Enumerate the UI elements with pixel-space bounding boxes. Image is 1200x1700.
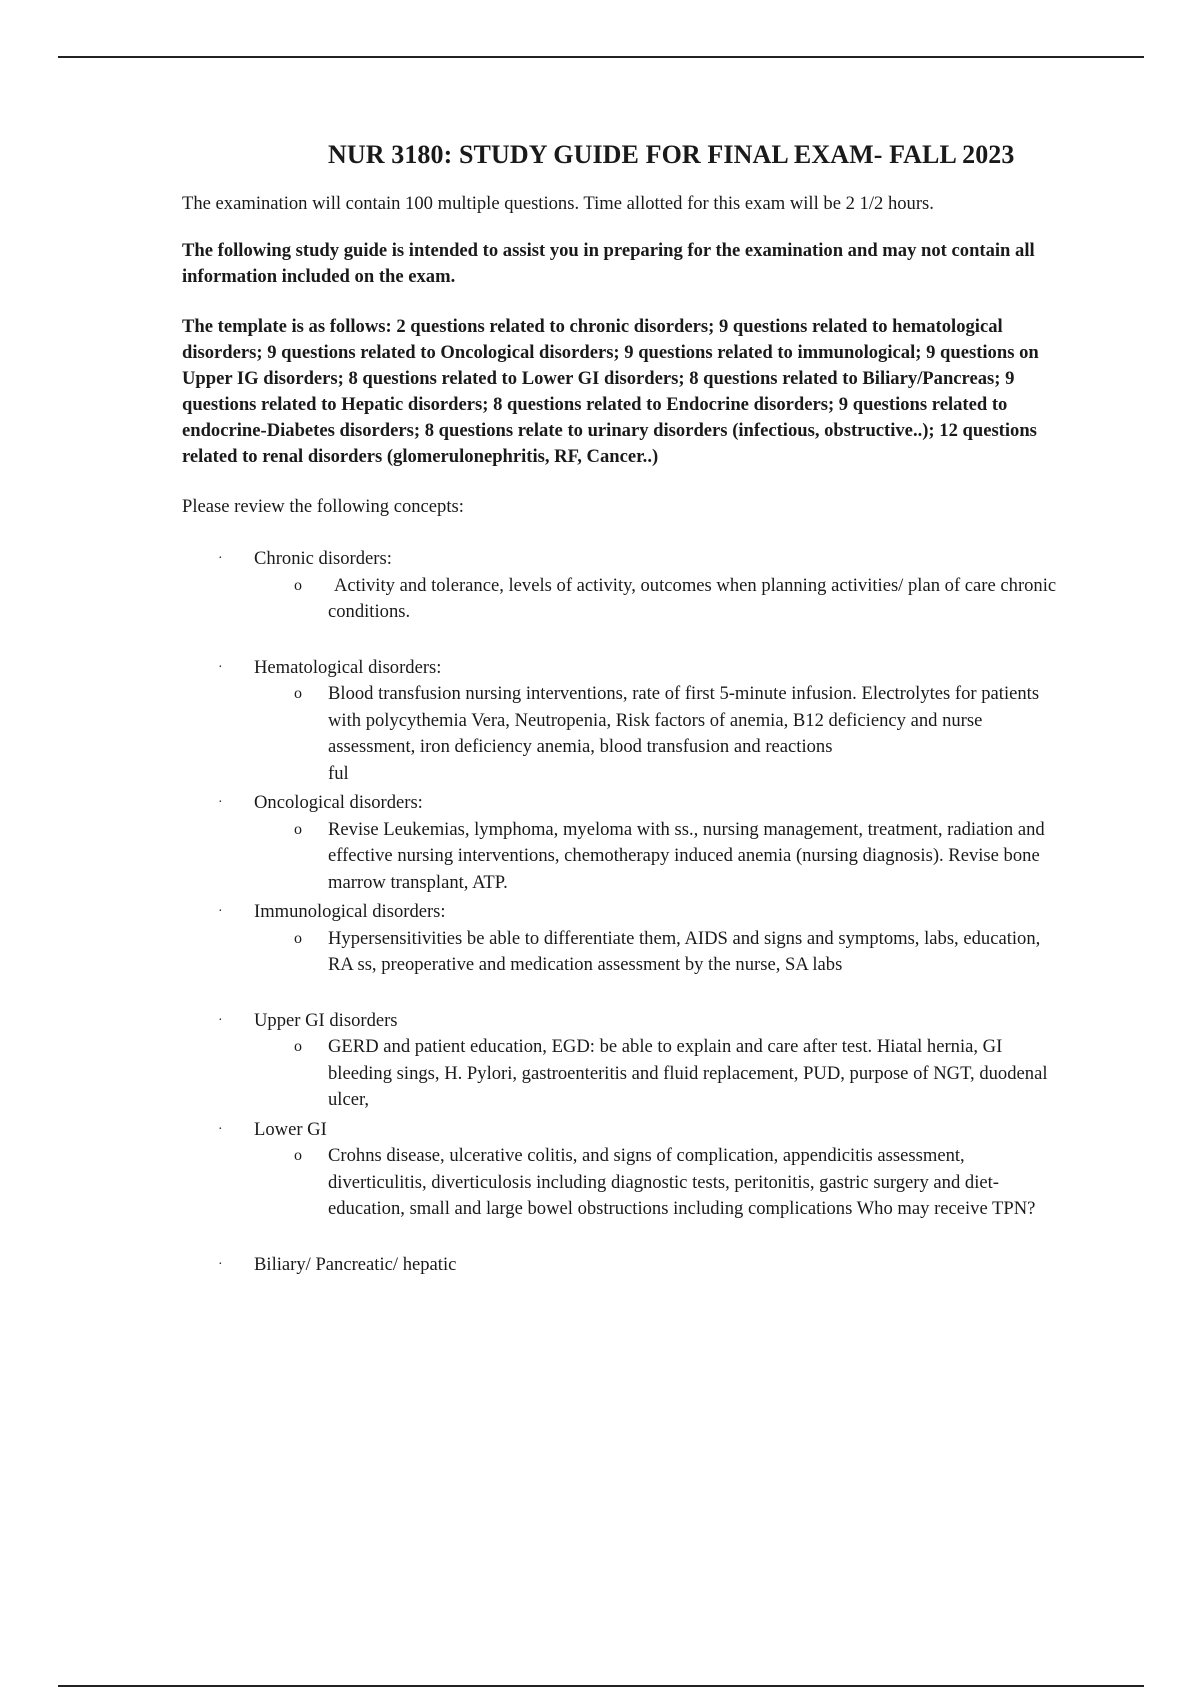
section-heading: Oncological disorders: — [254, 792, 423, 813]
review-heading: Please review the following concepts: — [182, 496, 464, 517]
section-hematological-disorders — [182, 655, 1062, 788]
section-item — [254, 681, 1062, 787]
section-biliary-pancreatic-hepatic — [182, 1252, 1062, 1279]
section-heading: Hematological disorders: — [254, 656, 442, 678]
sub-bullet-icon: o — [294, 685, 302, 702]
sub-bullet-icon: o — [294, 1038, 302, 1055]
section-chronic-disorders — [182, 546, 1062, 626]
bullet-icon: · — [218, 551, 223, 566]
sub-bullet-icon: o — [294, 820, 302, 838]
section-item-text: Hypersensitivities be able to differentiate them, AIDS and signs and symptoms, labs, education, RA ss, preoperative and medication assessment by the nurse, SA labs — [328, 927, 1041, 975]
section-lower-gi — [182, 1117, 1062, 1223]
section-heading: Biliary/ Pancreatic/ hepatic — [254, 1253, 457, 1275]
sub-bullet-icon: o — [294, 1147, 302, 1164]
intro-paragraph: The examination will contain 100 multiple questions. Time allotted for this exam will be 2 1/2 hours. — [182, 193, 934, 214]
sub-bullet-icon: o — [294, 929, 302, 947]
disclaimer-paragraph: The following study guide is intended to assist you in preparing for the examination and may not contain all information included on the exam. — [182, 240, 1035, 287]
section-item-text: Activity and tolerance, levels of activity, outcomes when planning activities/ plan of care chronic conditions. — [328, 574, 1057, 622]
bottom-rule — [58, 1685, 1144, 1687]
section-item — [254, 817, 1062, 897]
section-upper-gi-disorders — [182, 1008, 1062, 1114]
exam-template-paragraph: The template is as follows: 2 questions related to chronic disorders; 9 questions related to hematological disorders; 9 questions related to Oncological disorders; 9 questions related to immunological; 9 questions on Upper IG disorders; 8 questions related to Lower GI disorders; 8 questions related to Biliary/Pancreas; 9 questions related to Hepatic disorders; 8 questions related to Endocrine disorders; 9 questions related to endocrine-Diabetes disorders; 8 questions relate to urinary disorders (infectious, obstructive..); 12 questions related to renal disorders (glomerulonephritis, RF, Cancer..) — [182, 316, 1039, 467]
sub-bullet-icon: o — [294, 576, 302, 594]
section-item-text: GERD and patient education, EGD: be able to explain and care after test. Hiatal hernia, GI bleeding sings, H. Pylori, gastroenteritis and fluid replacement, PUD, purpose of NGT, duodenal ulcer, — [328, 1036, 1048, 1110]
section-item — [254, 1034, 1062, 1114]
section-heading: Immunological disorders: — [254, 901, 446, 922]
document-body — [182, 140, 1062, 1278]
section-heading: Chronic disorders: — [254, 548, 392, 569]
section-item — [254, 573, 1062, 626]
bullet-icon: · — [218, 1012, 223, 1028]
bullet-icon: · — [218, 659, 223, 675]
section-item-text: Revise Leukemias, lymphoma, myeloma with ss., nursing management, treatment, radiation and effective nursing interventions, chemotherapy induced anemia (nursing diagnosis). Revise bone marrow transplant, ATP. — [328, 818, 1045, 893]
section-heading: Lower GI — [254, 1118, 327, 1140]
section-item-text: Crohns disease, ulcerative colitis, and signs of complication, appendicitis assessment, diverticulitis, diverticulosis including diagnostic tests, peritonitis, gastric surgery and diet- education, small and large bowel obstructions including complications Who may receive TPN? — [328, 1145, 1036, 1219]
section-item — [254, 1143, 1062, 1223]
stray-text: ful — [328, 762, 349, 784]
section-item — [254, 926, 1062, 979]
section-item-text: Blood transfusion nursing interventions, rate of first 5-minute infusion. Electrolytes for patients with polycythemia Vera, Neutropenia, Risk factors of anemia, B12 deficiency and nurse assessment, iron deficiency anemia, blood transfusion and reactions — [328, 683, 1040, 757]
bullet-icon: · — [218, 1256, 223, 1272]
section-oncological-disorders — [182, 790, 1062, 896]
bullet-icon: · — [218, 795, 223, 810]
section-immunological-disorders — [182, 899, 1062, 979]
section-heading: Upper GI disorders — [254, 1009, 398, 1031]
bullet-icon: · — [218, 1121, 223, 1137]
bullet-icon: · — [218, 904, 223, 919]
page-title: NUR 3180: STUDY GUIDE FOR FINAL EXAM- FALL 2023 — [328, 140, 1015, 169]
top-rule — [58, 56, 1144, 58]
